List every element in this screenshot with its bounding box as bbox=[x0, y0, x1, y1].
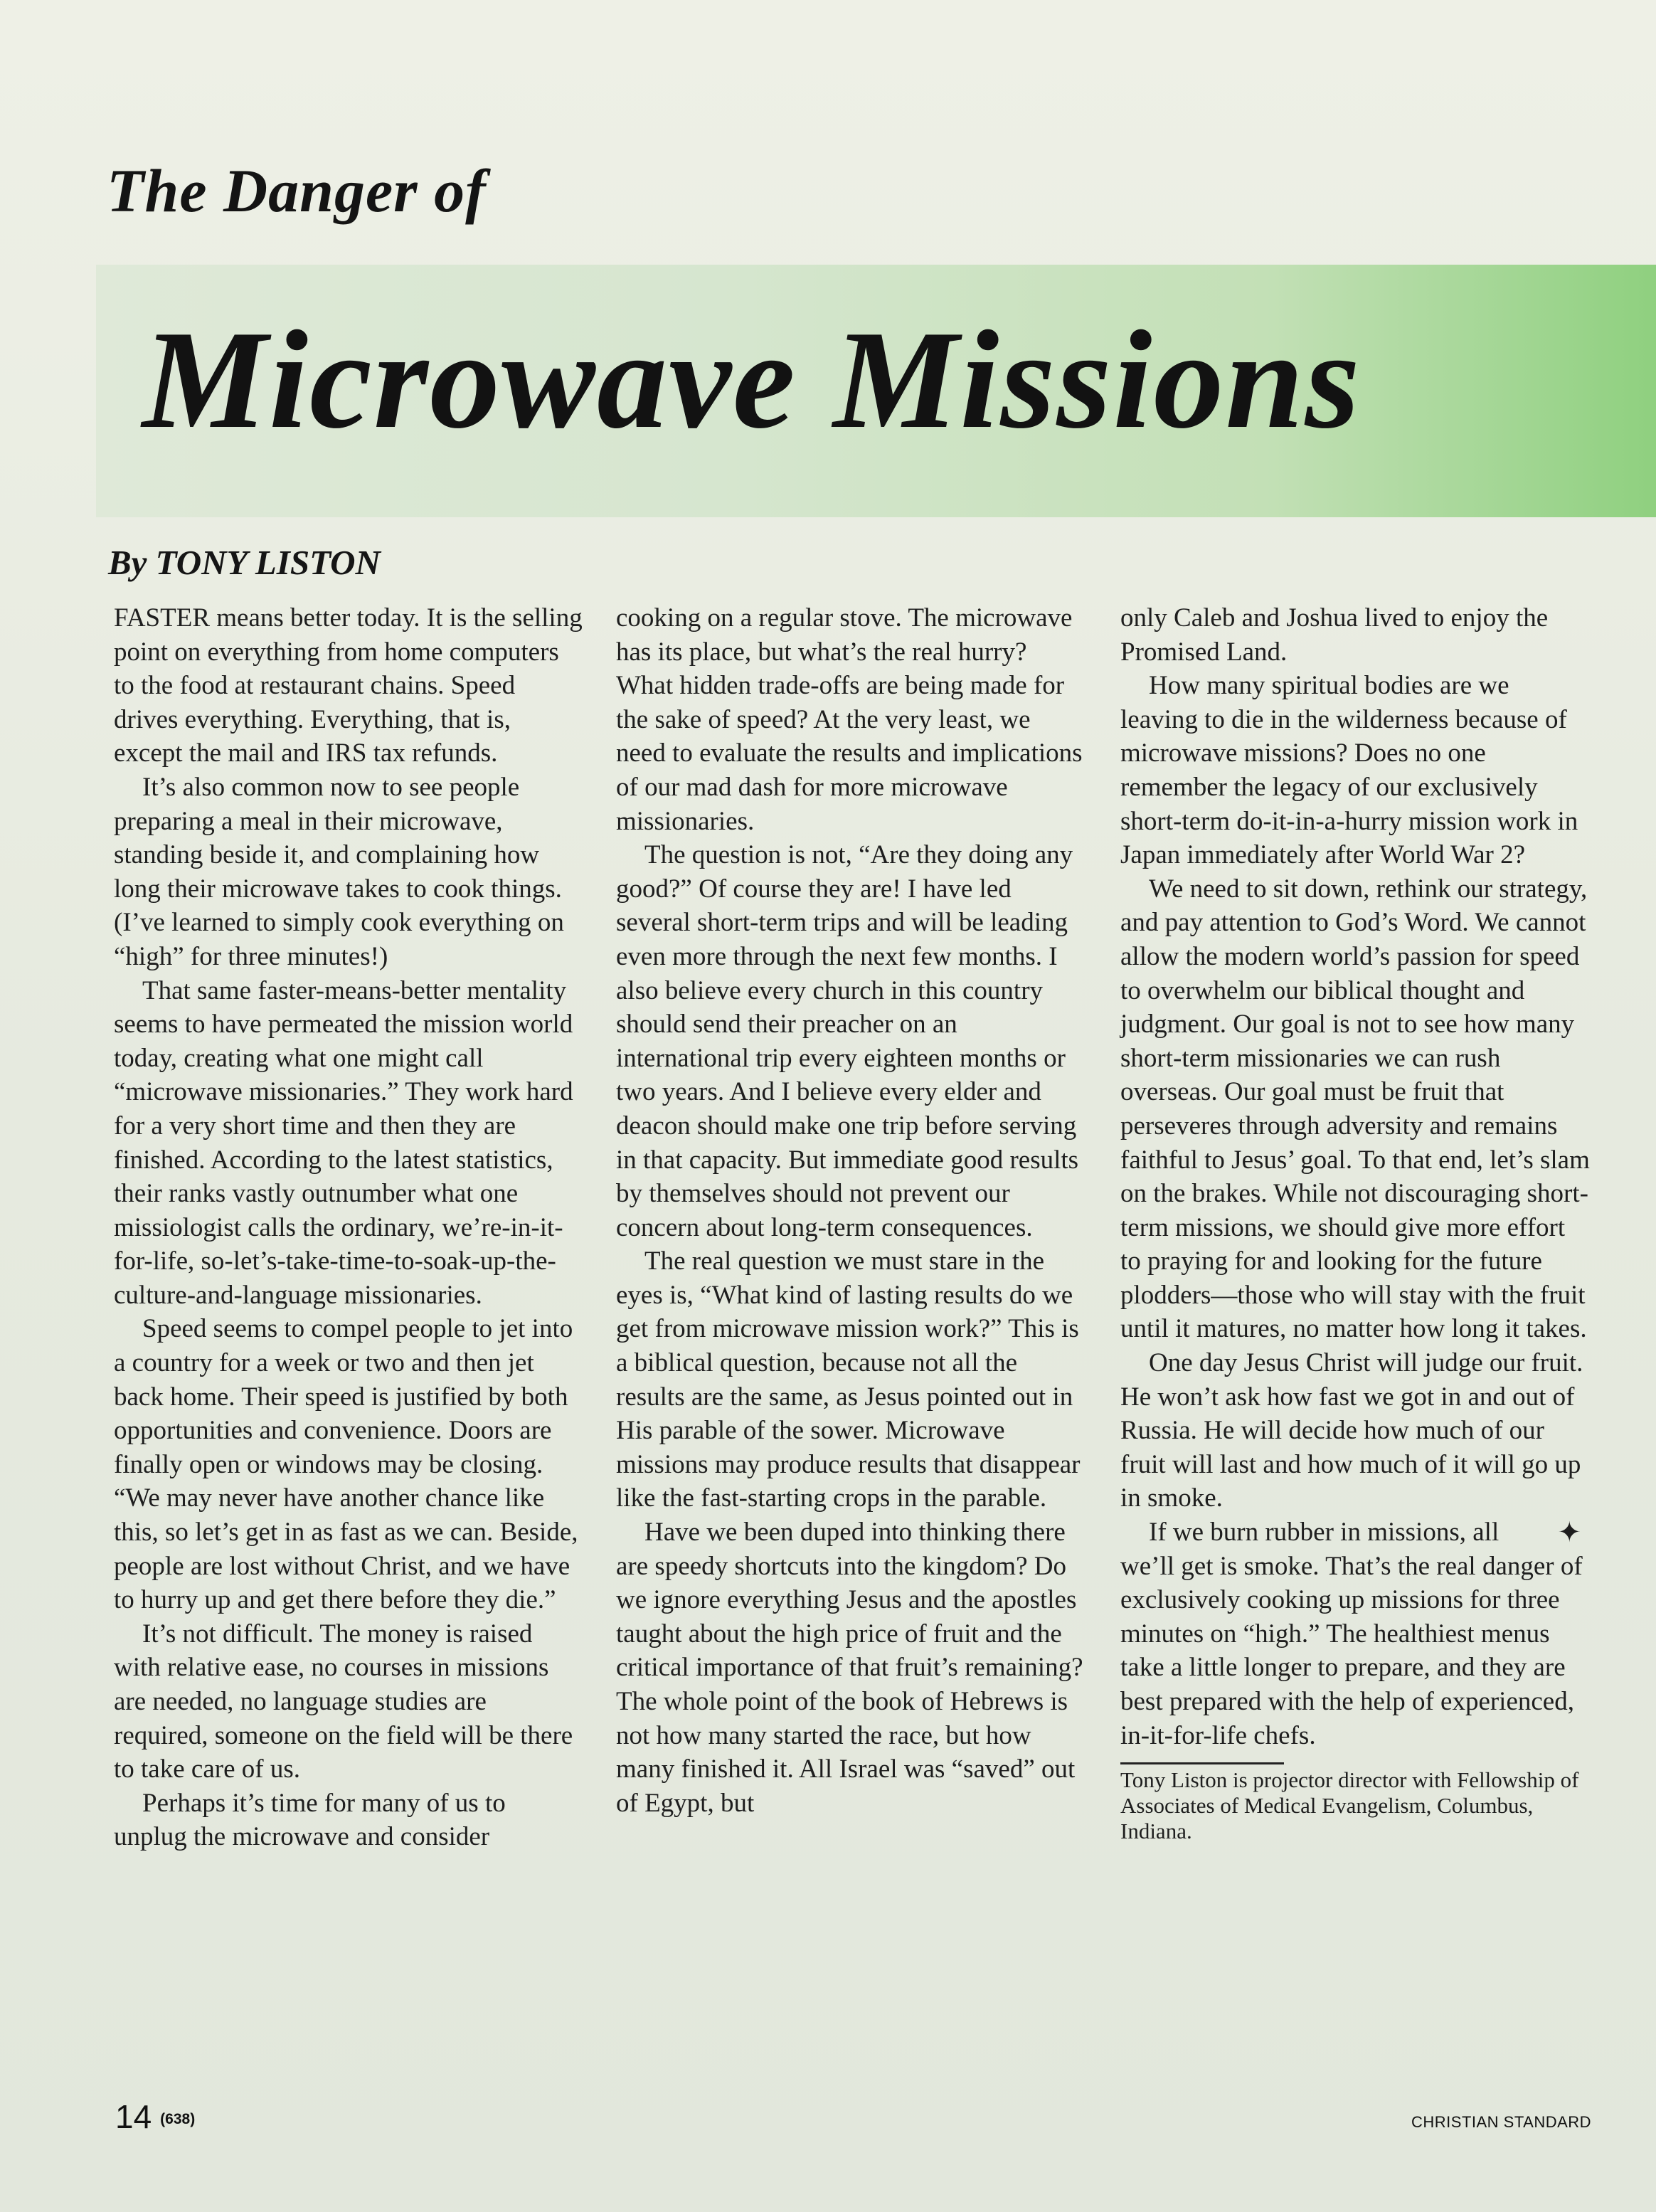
page-folio bbox=[115, 2097, 195, 2136]
article-column-2 bbox=[616, 601, 1086, 1820]
article-column-3 bbox=[1120, 601, 1590, 1844]
paragraph-final bbox=[1120, 1515, 1590, 1752]
headline: Microwave Missions bbox=[142, 302, 1362, 457]
paragraph: One day Jesus Christ will judge our fruit. He won’t ask how fast we got in and out of Russia. He will decide how much of our fruit will last and how much of it will go up in smoke. bbox=[1120, 1348, 1583, 1513]
paragraph: Speed seems to compel people to jet into a country for a week or two and then jet back home. Their speed is justified by both opportunities and convenience. Doors are finally open or windows may be closing. “We may never have another chance like this, so let’s get in as fast as we can. Beside, people are lost without Christ, and we have to hurry up and get there before they die.” bbox=[114, 1314, 578, 1615]
page-number: 14 bbox=[115, 2098, 152, 2135]
paragraph: Have we been duped into thinking there are speedy shortcuts into the kingdom? Do we ignore everything Jesus and the apostles taught about the high price of fruit and the critical importance of that fruit’s remaining? The whole point of the book of Hebrews is not how many started the race, but how many finished it. All Israel was “saved” out of Egypt, but bbox=[616, 1518, 1083, 1818]
paragraph: How many spiritual bodies are we leaving to die in the wilderness because of microwave missions? Does no one remember the legacy of our exclusively short-term do-it-in-a-hurry mission work in Japan immediately after World War 2? bbox=[1120, 671, 1578, 870]
byline: By TONY LISTON bbox=[108, 543, 381, 582]
paragraph: cooking on a regular stove. The microwave has its place, but what’s the real hurry? What hidden trade-offs are being made for the sake of speed? At the very least, we need to evaluate the results and implications of our mad dash for more microwave missionaries. bbox=[616, 603, 1083, 836]
paragraph: It’s also common now to see people preparing a meal in their microwave, standing beside it, and complaining how long their microwave takes to cook things. (I’ve learned to simply cook everything on “high” for three minutes!) bbox=[114, 772, 564, 971]
paragraph: FASTER means better today. It is the selling point on everything from home computers to the food at restaurant chains. Speed drives everything. Everything, that is, except the mail and IRS tax refunds. bbox=[114, 603, 583, 768]
paragraph: It’s not difficult. The money is raised with relative ease, no courses in missions are needed, no language studies are required, someone on the field will be there to take care of us. bbox=[114, 1619, 573, 1784]
end-mark-icon: ✦ bbox=[1557, 1516, 1581, 1549]
paragraph: only Caleb and Joshua lived to enjoy the Promised Land. bbox=[1120, 603, 1549, 667]
issue-page-number: (638) bbox=[160, 2110, 196, 2127]
paragraph: That same faster-means-better mentality seems to have permeated the mission world today, creating what one might call “microwave missionaries.” They work hard for a very short time and then they are finished. According to the latest statistics, their ranks vastly outnumber what one missiologist calls the ordinary, we’re-in-it-for-life, so-let’s-take-time-to-soak-up-the-culture-and-language missionaries. bbox=[114, 975, 573, 1310]
author-bio: Tony Liston is projector director with Fellowship of Associates of Medical Evangelism, Columbus, Indiana. bbox=[1120, 1767, 1579, 1844]
headline-kicker: The Danger of bbox=[107, 157, 487, 225]
paragraph: We need to sit down, rethink our strategy, and pay attention to God’s Word. We cannot allow the modern world’s passion for speed to overwhelm our biblical thought and judgment. Our goal is not to see how many short-term missionaries we can rush overseas. Our goal must be fruit that perseveres through adversity and remains faithful to Jesus’ goal. To that end, let’s slam on the brakes. While not discouraging short-term missions, we should give more effort to praying for and looking for the future plodders—those who will stay with the fruit until it matures, no matter how long it takes. bbox=[1120, 874, 1590, 1344]
magazine-name: CHRISTIAN STANDARD bbox=[1411, 2113, 1592, 2131]
paragraph: Perhaps it’s time for many of us to unplug the microwave and consider bbox=[114, 1788, 506, 1852]
bio-divider bbox=[1120, 1762, 1284, 1764]
paragraph: The question is not, “Are they doing any good?” Of course they are! I have led several short-term trips and will be leading even more through the next few months. I also believe every church in this country should send their preacher on an international trip every eighteen months or two years. And I believe every elder and deacon should make one trip before serving in that capacity. But immediate good results by themselves should not prevent our concern about long-term consequences. bbox=[616, 840, 1079, 1242]
article-column-1 bbox=[114, 601, 583, 1854]
paragraph-final-text: If we burn rubber in missions, all we’ll get is smoke. That’s the real danger of exclusively cooking up missions for three minutes on “high.” The healthiest menus take a little longer to prepare, and they are best prepared with the help of experienced, in-it-for-life chefs. bbox=[1120, 1518, 1583, 1750]
paragraph: The real question we must stare in the eyes is, “What kind of lasting results do we get from microwave mission work?” This is a biblical question, because not all the results are the same, as Jesus pointed out in His parable of the sower. Microwave missions may produce results that disappear like the fast-starting crops in the parable. bbox=[616, 1247, 1081, 1513]
